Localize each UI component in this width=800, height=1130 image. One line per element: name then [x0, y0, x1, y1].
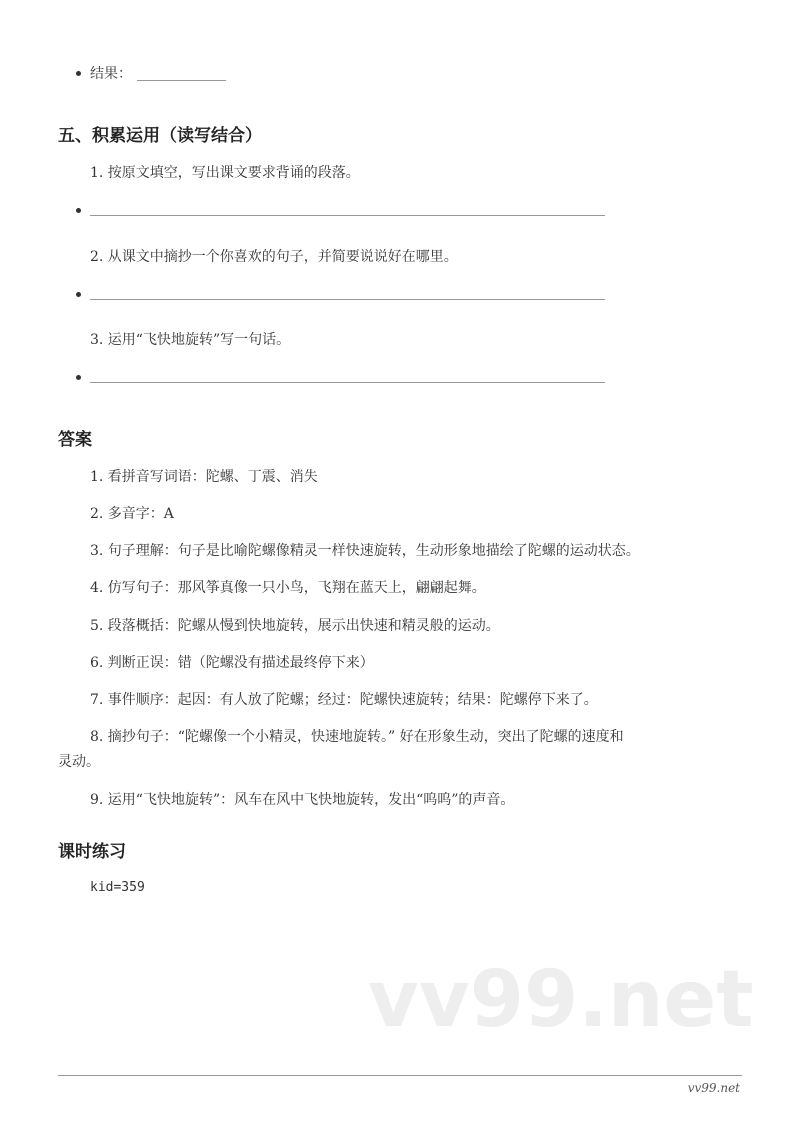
answer-item: 3. 句子理解：句子是比喻陀螺像精灵一样快速旋转，生动形象地描绘了陀螺的运动状态。: [90, 543, 640, 559]
bullet: [76, 208, 81, 213]
answer-item: 8. 摘抄句子：“陀螺像一个小精灵，快速地旋转。” 好在形象生动，突出了陀螺的速度和: [90, 729, 624, 745]
answer-item-continuation: 灵动。: [58, 754, 100, 770]
answer-item: 5. 段落概括：陀螺从慢到快地旋转，展示出快速和精灵般的运动。: [90, 618, 500, 634]
question-1: 1. 按原文填空，写出课文要求背诵的段落。: [90, 165, 360, 181]
result-label: 结果：: [90, 66, 132, 82]
bullet: [76, 292, 81, 297]
question-2: 2. 从课文中摘抄一个你喜欢的句子，并简要说说好在哪里。: [90, 249, 458, 265]
answer-blank-3[interactable]: [90, 382, 605, 383]
answers-heading: 答案: [58, 430, 92, 450]
section5-heading: 五、积累运用（读写结合）: [58, 126, 262, 146]
practice-heading: 课时练习: [58, 842, 126, 862]
footer-site: vv99.net: [687, 1081, 740, 1095]
answer-item: 2. 多音字：A: [90, 506, 174, 522]
answer-item: 7. 事件顺序：起因：有人放了陀螺；经过：陀螺快速旋转；结果：陀螺停下来了。: [90, 692, 598, 708]
answer-blank-1[interactable]: [90, 215, 605, 216]
result-blank[interactable]: [137, 80, 226, 81]
watermark: vv99.net: [368, 955, 754, 1045]
answer-item: 6. 判断正误：错（陀螺没有描述最终停下来）: [90, 655, 374, 671]
answer-item: 1. 看拼音写词语：陀螺、丁震、消失: [90, 469, 318, 485]
question-3: 3. 运用“飞快地旋转”写一句话。: [90, 332, 291, 348]
kid-text: kid=359: [90, 880, 145, 895]
answer-item: 9. 运用“飞快地旋转”：风车在风中飞快地旋转，发出“呜呜”的声音。: [90, 792, 515, 808]
bullet: [76, 71, 81, 76]
answer-blank-2[interactable]: [90, 299, 605, 300]
bullet: [76, 375, 81, 380]
footer-divider: [58, 1075, 742, 1076]
answer-item: 4. 仿写句子：那风筝真像一只小鸟，飞翔在蓝天上，翩翩起舞。: [90, 580, 486, 596]
